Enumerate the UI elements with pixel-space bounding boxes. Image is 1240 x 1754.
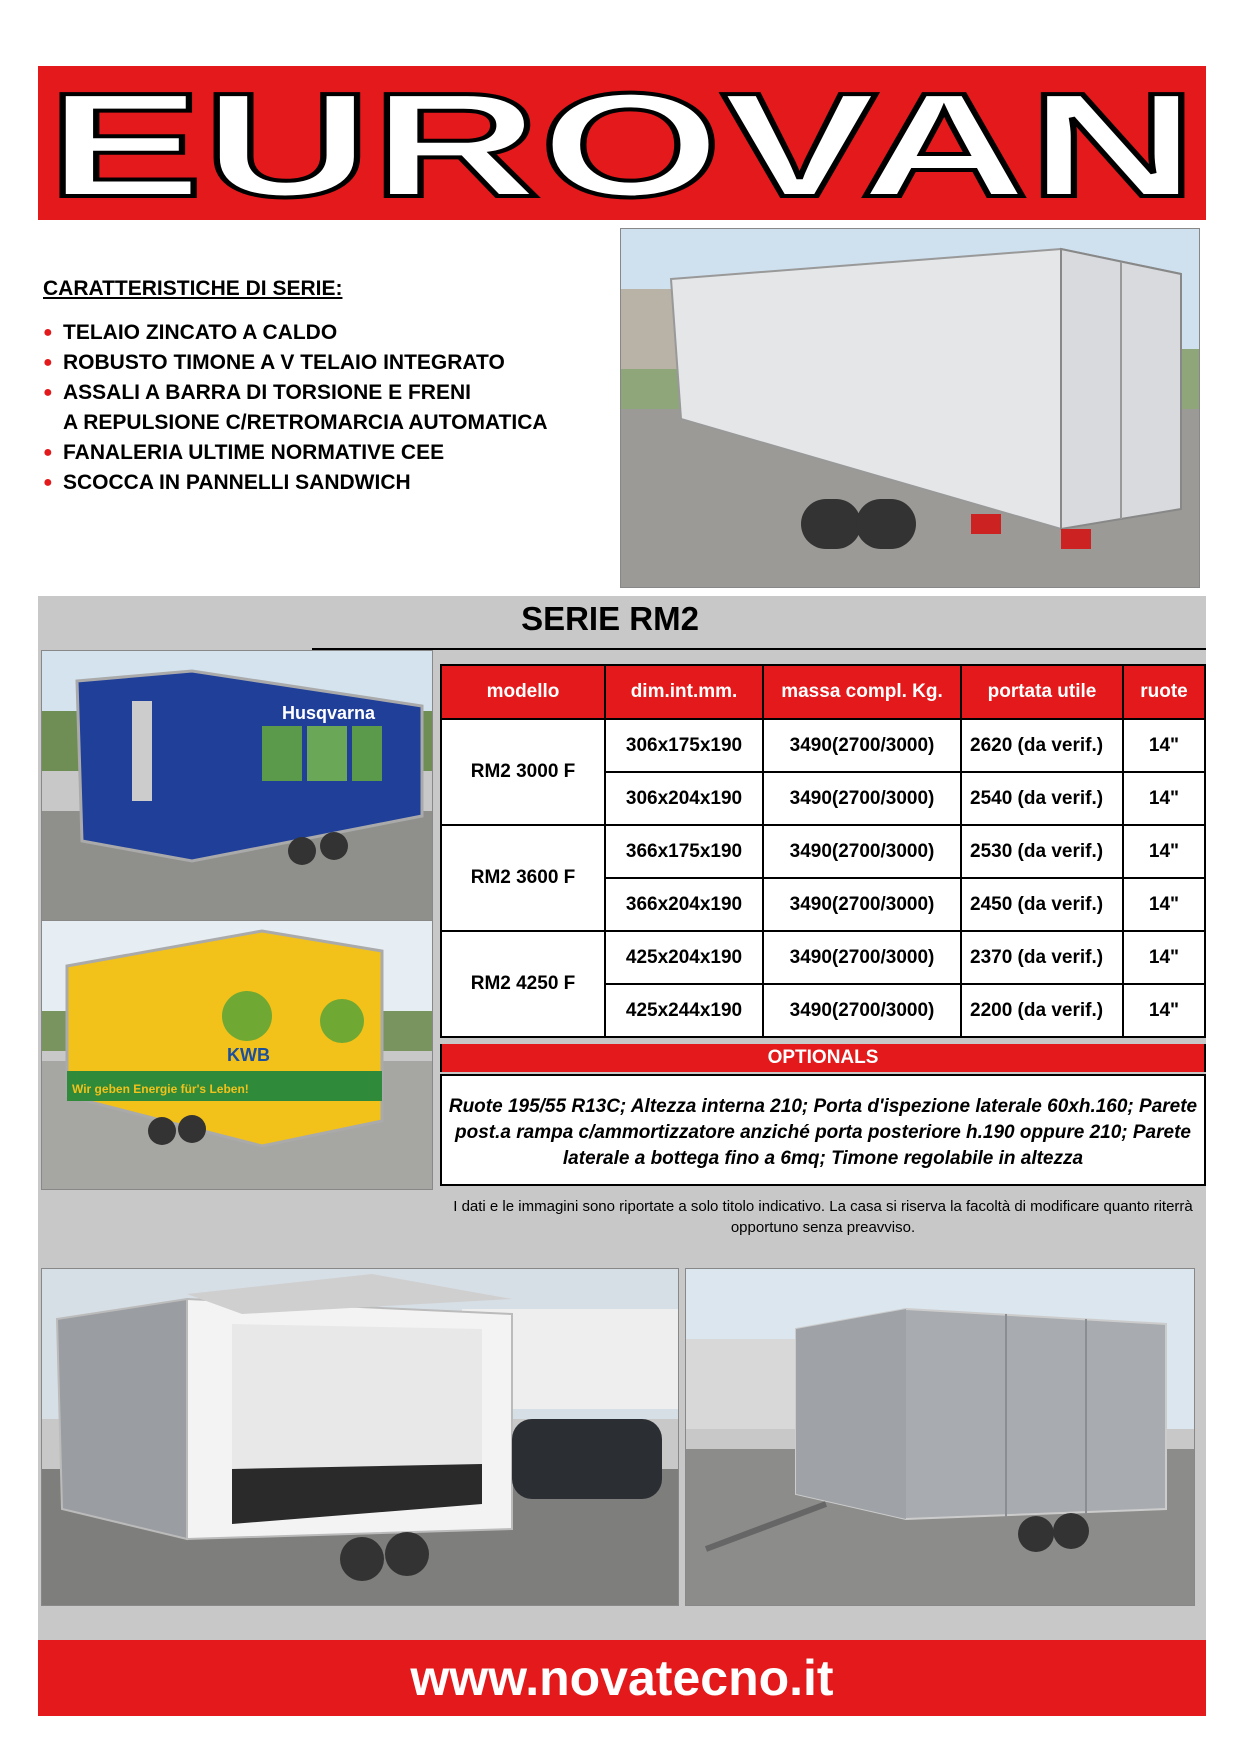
model-cell: RM2 3000 F: [441, 719, 605, 825]
footer-banner: [38, 1640, 1206, 1716]
model-cell: RM2 3600 F: [441, 825, 605, 931]
table-row: RM2 3000 F 306x175x190 3490(2700/3000) 2620 (da verif.) 14": [441, 719, 1205, 772]
table-row: 366x204x190 3490(2700/3000) 2450 (da verif.) 14": [441, 878, 1205, 931]
optionals-title: OPTIONALS: [440, 1044, 1206, 1072]
col-massa: massa compl. Kg.: [763, 665, 961, 719]
website-link[interactable]: www.novatecno.it: [410, 1650, 834, 1706]
optionals-text: Ruote 195/55 R13C; Altezza interna 210; Porta d'ispezione laterale 60xh.160; Parete post.a rampa c/ammortizzatore anziché porta posteriore h.190 oppure 210; Parete laterale a bottega fino a 6mq; Timone regolabile in altezza: [440, 1074, 1206, 1186]
feature-item: ● ASSALI A BARRA DI TORSIONE E FRENI: [43, 378, 548, 408]
col-dim: dim.int.mm.: [605, 665, 763, 719]
header-banner: [38, 66, 1206, 220]
photo-kwb-trailer: [41, 920, 433, 1190]
spec-table: [440, 664, 1206, 1038]
brand-logo: [38, 66, 1206, 220]
photo-husqvarna-trailer: [41, 650, 433, 922]
kwb-slogan: Wir geben Energie für's Leben!: [72, 1082, 249, 1096]
bullet-icon: ●: [43, 444, 53, 461]
bullet-icon: ●: [43, 354, 53, 371]
table-header-row: [441, 665, 1205, 719]
bullet-icon: ●: [43, 324, 53, 341]
table-row: 306x204x190 3490(2700/3000) 2540 (da verif.) 14": [441, 772, 1205, 825]
husqvarna-label: Husqvarna: [282, 703, 376, 723]
features-title: CARATTERISTICHE DI SERIE:: [43, 277, 343, 300]
photo-grey-trailer: [685, 1268, 1195, 1606]
col-ruote: ruote: [1123, 665, 1205, 719]
col-portata: portata utile: [961, 665, 1123, 719]
col-modello: modello: [441, 665, 605, 719]
feature-item-continued: A REPULSIONE C/RETROMARCIA AUTOMATICA: [63, 411, 548, 434]
table-row: RM2 3600 F 366x175x190 3490(2700/3000) 2530 (da verif.) 14": [441, 825, 1205, 878]
table-row: 425x244x190 3490(2700/3000) 2200 (da verif.) 14": [441, 984, 1205, 1037]
feature-item: ● FANALERIA ULTIME NORMATIVE CEE: [43, 438, 548, 468]
brand-title: EUROVAN: [47, 66, 1197, 220]
table-row: RM2 4250 F 425x204x190 3490(2700/3000) 2370 (da verif.) 14": [441, 931, 1205, 984]
series-underline: [312, 648, 1206, 650]
disclaimer: I dati e le immagini sono riportate a solo titolo indicativo. La casa si riserva la facoltà di modificare quanto riterrà opportuno senza preavviso.: [453, 1198, 1193, 1236]
kwb-label: KWB: [227, 1045, 270, 1065]
photo-white-trailer: [620, 228, 1200, 588]
feature-item: ● SCOCCA IN PANNELLI SANDWICH: [43, 468, 548, 498]
bullet-icon: ●: [43, 474, 53, 491]
feature-item: ● ROBUSTO TIMONE A V TELAIO INTEGRATO: [43, 348, 548, 378]
features-list: [43, 318, 548, 498]
bullet-icon: ●: [43, 384, 53, 401]
photo-open-side-trailer: [41, 1268, 679, 1606]
model-cell: RM2 4250 F: [441, 931, 605, 1037]
series-title: SERIE RM2: [521, 600, 699, 637]
feature-item: ● TELAIO ZINCATO A CALDO: [43, 318, 548, 348]
